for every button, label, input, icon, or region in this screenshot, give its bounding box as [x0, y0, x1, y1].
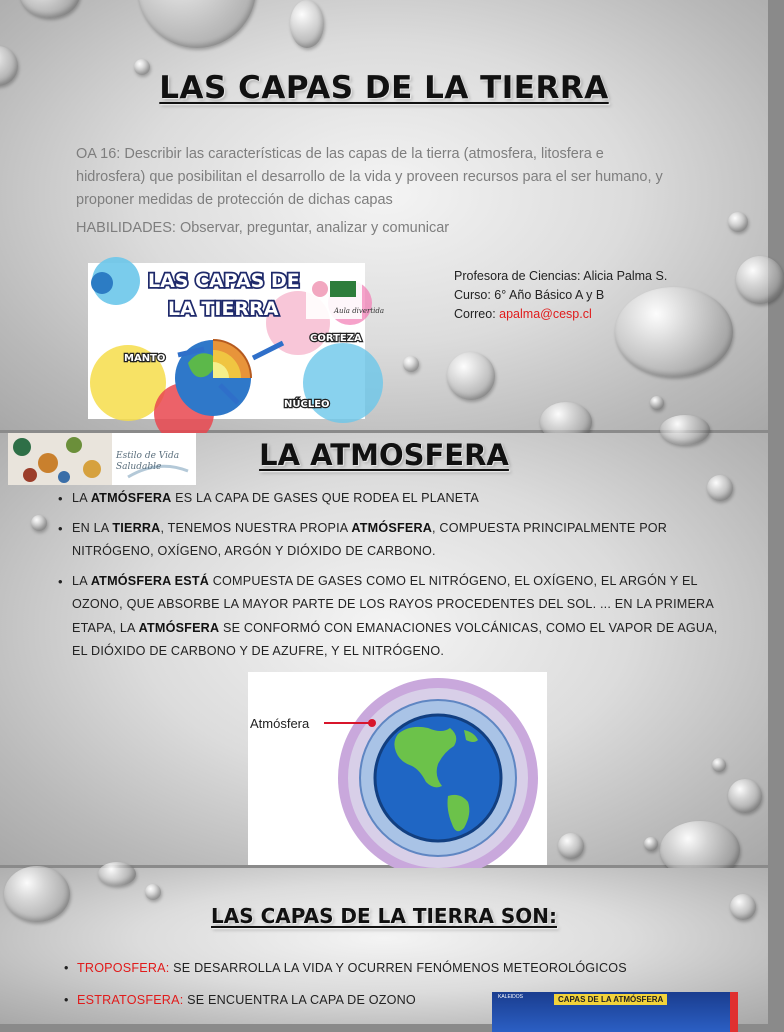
- water-drop: [736, 256, 784, 304]
- water-drop: [728, 212, 748, 232]
- slide-title: LAS CAPAS DE LA TIERRA SON:: [211, 904, 557, 928]
- slide-layers: [0, 868, 768, 1024]
- globe-icon: [91, 272, 113, 294]
- label-nucleo: NÚCLEO: [284, 399, 330, 410]
- atmosphere-layers-image: [492, 992, 738, 1032]
- water-drop: [650, 396, 664, 410]
- image-tag: KALEIDOS: [498, 994, 524, 1000]
- layer-item: • ESTRATOSFERA: SE ENCUENTRA LA CAPA DE OZONO: [64, 992, 627, 1009]
- logo-text: Estilo de Vida Saludable: [116, 451, 180, 472]
- cover-title-line1: LAS CAPAS DE: [148, 270, 300, 292]
- bullet-item: • LA ATMÓSFERA ESTÁ COMPUESTA DE GASES COMO EL NITRÓGENO, EL OXÍGENO, EL ARGÓN Y EL OZONO, QUE ABSORBE LA MAYOR PARTE DE LOS RAYOS PROCEDENTES DEL SOL. ... EN LA PRIMERA ETAPA, LA ATMÓSFERA SE CONFORMÓ CON EMANACIONES VOLCÁNICAS, COMO EL VAPOR DE AGUA, EL DIÓXIDO DE CARBONO Y DE AZUFRE, Y EL NITRÓGENO.: [58, 570, 718, 664]
- earth-layers-illustration: [88, 263, 385, 419]
- slide-intro: [0, 0, 768, 430]
- water-drop: [145, 884, 161, 900]
- atmosphere-figure: [248, 672, 547, 865]
- label-manto: MANTO: [124, 353, 166, 364]
- water-drop: [290, 0, 324, 48]
- teacher-name: Profesora de Ciencias: Alicia Palma S.: [454, 269, 668, 283]
- skills-text: HABILIDADES: Observar, preguntar, analizar y comunicar: [76, 220, 450, 236]
- water-drop: [728, 779, 762, 813]
- water-drop: [558, 833, 584, 859]
- water-drop: [31, 515, 47, 531]
- bullet-item: • LA ATMÓSFERA ES LA CAPA DE GASES QUE RODEA EL PLANETA: [58, 487, 718, 511]
- layer-item: • TROPOSFERA: SE DESARROLLA LA VIDA Y OCURREN FENÓMENOS METEOROLÓGICOS: [64, 960, 627, 977]
- water-drop: [447, 352, 495, 400]
- water-drop: [712, 758, 726, 772]
- slide-title: LA ATMOSFERA: [259, 438, 509, 472]
- bullet-item: • EN LA TIERRA, TENEMOS NUESTRA PROPIA ATMÓSFERA, COMPUESTA PRINCIPALMENTE POR NITRÓGENO, OXÍGENO, ARGÓN Y DIÓXIDO DE CARBONO.: [58, 517, 718, 564]
- atmosphere-label: Atmósfera: [250, 716, 310, 731]
- email-label: Correo:: [454, 307, 500, 321]
- water-drop: [20, 0, 80, 18]
- email-link[interactable]: apalma@cesp.cl: [499, 307, 592, 321]
- image-caption: CAPAS DE LA ATMÓSFERA: [554, 994, 667, 1005]
- water-drop: [138, 0, 256, 48]
- contact-line: [454, 305, 667, 324]
- earth-atmosphere-diagram: [248, 672, 547, 865]
- brand-text: Aula divertida: [334, 307, 385, 315]
- atmosphere-bullets: [58, 487, 718, 670]
- cover-image: [88, 263, 385, 419]
- slide-atmosphere: [0, 433, 768, 865]
- water-drop: [644, 837, 658, 851]
- slide-title: LAS CAPAS DE LA TIERRA: [159, 70, 609, 106]
- pointer-dot: [368, 719, 376, 727]
- course-info: Curso: 6° Año Básico A y B: [454, 288, 605, 302]
- label-corteza: CORTEZA: [310, 333, 362, 344]
- teacher-info: [454, 267, 667, 324]
- water-drop: [98, 862, 136, 886]
- learning-objective: OA 16: Describir las características de las capas de la tierra (atmosfera, litosfera e hidrosfera) que posibilitan el desarrollo de la vida y proveen recursos para el ser humano, y proponer medidas de protección de dichas capas: [76, 146, 663, 208]
- water-drop: [403, 356, 419, 372]
- cover-title-line2: LA TIERRA: [168, 298, 279, 320]
